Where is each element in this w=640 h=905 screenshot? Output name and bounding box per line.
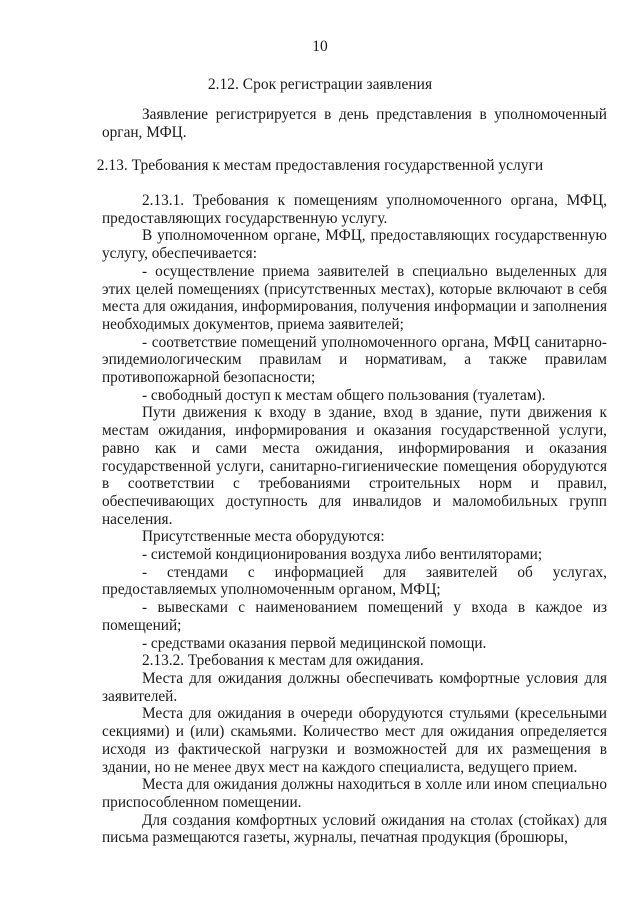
list-item: - осуществление приема заявителей в специально выделенных для этих целей помещениях (присутственных местах), которые включают в себя места для ожидания, информирования, получения информации и заполнения необходимых документов, приема заявителей; <box>102 262 607 333</box>
page-number: 10 <box>312 38 328 55</box>
paragraph: В уполномоченном органе, МФЦ, предоставляющих государственную услугу, обеспечивается: <box>102 227 607 263</box>
paragraph: Пути движения к входу в здание, вход в здание, пути движения к местам ожидания, информирования и оказания государственной услуги, равно как и сами места ожидания, информирования и оказания государственной услуги, санитарно-гигиенические помещения оборудуются в соответствии с требованиями строительных норм и правил, обеспечивающих доступность для инвалидов и маломобильных групп населения. <box>102 404 607 528</box>
list-item: - системой кондиционирования воздуха либо вентиляторами; <box>142 546 543 564</box>
paragraph: Места для ожидания должны обеспечивать комфортные условия для заявителей. <box>102 669 607 705</box>
list-item: - вывесками с наименованием помещений у входа в каждое из помещений; <box>102 599 607 634</box>
section-2-13-body <box>102 192 607 847</box>
list-item: - стендами с информацией для заявителей об услугах, предоставляемых уполномоченным органом, МФЦ; <box>102 563 607 599</box>
paragraph: Места для ожидания в очереди оборудуются стульями (кресельными секциями) и (или) скамьями. Количество мест для ожидания определяется исходя из фактической нагрузки и возможностей для их размещения в здании, но не менее двух мест на каждого специалиста, ведущего прием. <box>102 705 607 776</box>
paragraph: Заявление регистрируется в день представления в уполномоченный орган, МФЦ. <box>102 106 607 141</box>
list-item: - средствами оказания первой медицинской помощи. <box>142 634 487 652</box>
section-heading-2-13: 2.13. Требования к местам предоставления государственной услуги <box>96 157 544 174</box>
paragraph: Присутственные места оборудуются: <box>142 528 385 546</box>
section-heading-2-12: 2.12. Срок регистрации заявления <box>207 76 433 93</box>
section-2-12-body <box>102 106 607 141</box>
list-item: - свободный доступ к местам общего пользования (туалетам). <box>142 386 546 404</box>
paragraph: Для создания комфортных условий ожидания на столах (стойках) для письма размещаются газеты, журналы, печатная продукция (брошюры, <box>102 811 607 847</box>
list-item: - соответствие помещений уполномоченного органа, МФЦ санитарно-эпидемиологическим правилам и нормативам, а также правилам противопожарной безопасности; <box>102 333 607 387</box>
subsection-heading: 2.13.2. Требования к местам для ожидания. <box>142 652 424 670</box>
paragraph: Места для ожидания должны находиться в холле или ином специально приспособленном помещении. <box>102 776 607 811</box>
paragraph: 2.13.1. Требования к помещениям уполномоченного органа, МФЦ, предоставляющих государственную услугу. <box>102 192 607 227</box>
